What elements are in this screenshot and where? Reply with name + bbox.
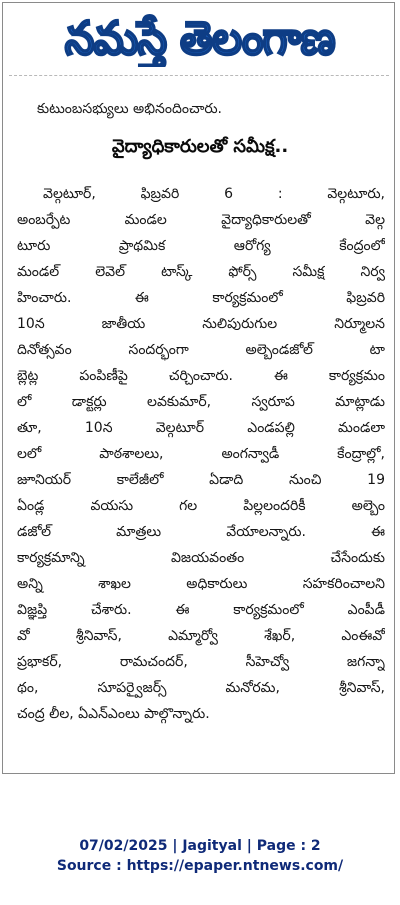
clipping-footer: [0, 836, 400, 876]
article-body-line: జూనియర్ కాలేజీలో ఏడాది నుంచి 19: [17, 472, 385, 488]
article-body-line: తూ, 10న వెల్గటూర్ ఎండపల్లి మండలా: [17, 420, 385, 436]
article-body-line: 10న జాతీయ నులిపురుగుల నిర్మూలన: [17, 316, 385, 332]
article-body-line: లో డాక్టర్లు లవకుమార్, స్వరూప మాట్లాడు: [17, 394, 385, 410]
article-body-line: లలో పాఠశాలలు, అంగన్వాడీ కేంద్రాల్లో,: [17, 446, 385, 462]
article-body-line: మండల్ లెవెల్ టాస్క్ ఫోర్స్ సమీక్ష నిర్వ: [17, 264, 385, 280]
masthead-title: నమస్తే తెలంగాణ: [65, 11, 335, 65]
article-body-line: ఏండ్ల వయసు గల పిల్లలందరికీ అల్బెం: [17, 498, 385, 514]
article-body-line: టూరు ప్రాథమిక ఆరోగ్య కేంద్రంలో: [17, 238, 385, 254]
article-body-line: వెల్గటూర్, ఫిబ్రవరి 6 : వెల్గటూరు,: [43, 186, 385, 202]
article-body-line: వో శ్రీనివాస్, ఎమ్మార్వో శేఖర్, ఎంఈవో: [17, 628, 385, 644]
article-body-line: విజ్ఞప్తి చేశారు. ఈ కార్యక్రమంలో ఎంపీడీ: [17, 602, 385, 618]
masthead-divider: [9, 75, 389, 76]
article-body-line: కార్యక్రమాన్ని విజయవంతం చేసేందుకు: [17, 550, 385, 566]
article-body-line: డజోల్ మాత్రలు వేయాలన్నారు. ఈ: [17, 524, 385, 540]
masthead: [7, 9, 393, 67]
article-body-line: అన్ని శాఖల అధికారులు సహకరించాలని: [17, 576, 385, 592]
article-body-line: చంద్ర లీల, ఏఎన్ఎంలు పాల్గొన్నారు.: [17, 706, 210, 722]
article-body-line: ప్రభాకర్, రామచందర్, సీహెచ్వో జగన్నా: [17, 654, 385, 670]
article-body-line: దినోత్సవం సందర్భంగా అల్బెండజోల్ టా: [17, 342, 385, 358]
article-body-line: థం, సూపర్వైజర్స్ మనోరమ, శ్రీనివాస్,: [17, 680, 385, 696]
article-body: [17, 181, 385, 727]
previous-article-tail: కుటుంబసభ్యులు అభినందించారు.: [37, 101, 222, 117]
article-body-line: అంబర్పేట మండల వైద్యాధికారులతో వెల్గ: [17, 212, 385, 228]
article-body-line: హించారు. ఈ కార్యక్రమంలో ఫిబ్రవరి: [17, 290, 385, 306]
edition-info: 07/02/2025 | Jagityal | Page : 2: [79, 838, 321, 854]
source-link[interactable]: Source : https://epaper.ntnews.com/: [56, 858, 344, 874]
article-body-line: బ్లెట్ల పంపిణీపై చర్చించారు. ఈ కార్యక్రమం: [17, 368, 385, 384]
article-headline: వైద్యాధికారులతో సమీక్ష..: [111, 136, 289, 157]
newspaper-clipping: [2, 2, 395, 774]
